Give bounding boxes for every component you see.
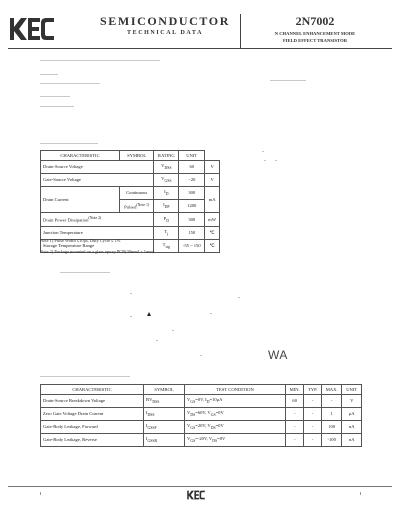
cell-char: Storage Temperature Range [41, 239, 154, 252]
footer-tick [40, 492, 41, 495]
col-header: SYMBOL [120, 151, 154, 161]
part-number: 2N7002 [295, 14, 335, 28]
cell-char: Drain Current [41, 186, 120, 212]
cell-typ: - [304, 433, 321, 446]
faint-scan-line [40, 74, 58, 75]
cell-symbol: $V_{GSS}$ [154, 173, 179, 186]
cell-rating: 150 [179, 226, 205, 239]
table-header-row [41, 385, 362, 395]
cell-max: - [321, 395, 342, 408]
cell-unit: mW [205, 213, 220, 227]
cell-char: Gate-Body Leakage, Forward [41, 420, 144, 433]
header-rule [8, 48, 392, 49]
header-title: SEMICONDUCTOR [100, 14, 230, 28]
cell-typ: - [304, 407, 321, 420]
faint-speck [275, 160, 277, 161]
cell-min: 60 [286, 395, 304, 408]
footer-tick [360, 492, 361, 495]
cell-rating: 1200 [179, 199, 205, 213]
cell-condition: $V_{DS}=60V$, $V_{GS}=0V$ [185, 407, 286, 420]
cell-symbol: $BV_{DSS}$ [144, 395, 185, 408]
cell-rating: -55 ~ 150 [179, 239, 205, 252]
faint-scan-line [40, 376, 130, 377]
table-row [41, 186, 220, 199]
cell-subchar: Pulsed$^{(Note 1)}$ [120, 199, 154, 213]
col-header: RATING [154, 151, 179, 161]
col-header: TYP. [304, 385, 321, 395]
cell-symbol: $I_{DSS}$ [144, 407, 185, 420]
table-header-row [41, 151, 220, 161]
cell-typ: - [304, 395, 321, 408]
electrical-characteristics-table [40, 384, 362, 447]
cell-symbol: $T_{stg}$ [154, 239, 179, 252]
cell-max: -100 [321, 433, 342, 446]
cell-typ: - [304, 420, 321, 433]
cell-unit: μA [342, 407, 362, 420]
footer-kec-logo [186, 489, 206, 501]
cell-rating: −20 [179, 173, 205, 186]
cell-min: - [286, 407, 304, 420]
table-row [41, 395, 362, 408]
cell-char: Zero Gate Voltage Drain Current [41, 407, 144, 420]
col-header: UNIT [179, 151, 205, 161]
cell-char: Drain-Source Voltage [41, 161, 154, 174]
table-row [41, 420, 362, 433]
cell-min: - [286, 420, 304, 433]
faint-speck [238, 297, 240, 298]
cell-symbol: $P_D$ [154, 213, 179, 227]
faint-scan-line [60, 272, 110, 273]
cell-subchar: Continuous [120, 186, 154, 199]
col-header: MIN. [286, 385, 304, 395]
cell-condition: $V_{GS}=-20V$, $V_{DS}=0V$ [185, 433, 286, 446]
faint-scan-line [270, 80, 306, 81]
col-header: CHARACTERISTIC [41, 151, 120, 161]
cell-max: 100 [321, 420, 342, 433]
footer-rule [8, 486, 392, 487]
faint-scan-line [40, 60, 160, 61]
cell-max: 1 [321, 407, 342, 420]
kec-logo [8, 14, 56, 44]
cell-unit: ℃ [205, 226, 220, 239]
faint-scan-line [40, 143, 98, 144]
cell-unit: nA [342, 433, 362, 446]
part-description: N CHANNEL ENHANCEMENT MODE FIELD EFFECT TRANSISTOR [274, 31, 356, 43]
faint-scan-line [40, 96, 70, 97]
faint-speck [172, 330, 174, 331]
col-header: MAX. [321, 385, 342, 395]
faint-speck [130, 316, 132, 317]
faint-scan-line [40, 106, 74, 107]
col-header: UNIT [342, 385, 362, 395]
table-row [41, 433, 362, 446]
col-header: CHARACTERISTIC [41, 385, 144, 395]
cell-symbol: $I_{GSSR}$ [144, 433, 185, 446]
faint-scan-line [40, 83, 100, 84]
faint-speck [264, 160, 266, 161]
faint-speck [262, 151, 264, 152]
cell-unit: V [342, 395, 362, 408]
cell-rating: 300 [179, 213, 205, 227]
cell-unit: mA [205, 186, 220, 212]
cell-symbol: $V_{DSS}$ [154, 161, 179, 174]
table-note-2: Note 2) Package mounted on a glass epoxy PCB(30mm² × 1mm) [40, 249, 155, 254]
table-row [41, 173, 220, 186]
cell-symbol: $I_D$ [154, 186, 179, 199]
cell-symbol: $I_{GSSF}$ [144, 420, 185, 433]
table-row [41, 213, 220, 227]
table-note-1: Note 1) Pulse Width ≤10μs, Duty Cycle ≤ 1% [40, 238, 121, 243]
faint-speck [210, 313, 212, 314]
cell-condition: $V_{GS}=0V$, $I_D=10\mu A$ [185, 395, 286, 408]
table-row [41, 161, 220, 174]
faint-speck [200, 355, 202, 356]
cell-char: Gate-Body Leakage, Reverse [41, 433, 144, 446]
cell-symbol: $I_{DP}$ [154, 199, 179, 213]
cell-unit: ℃ [205, 239, 220, 252]
cell-unit: V [205, 161, 220, 174]
cell-condition: $V_{GS}=20V$, $V_{DS}=0V$ [185, 420, 286, 433]
cell-char: Drain-Source Breakdown Voltage [41, 395, 144, 408]
header-divider [240, 14, 241, 48]
cell-char: Drain Power Dissipation$^{(Note 2)}$ [41, 213, 154, 227]
faint-speck [130, 293, 132, 294]
cell-unit: V [205, 173, 220, 186]
col-header: SYMBOL [144, 385, 185, 395]
cell-char: Gate-Source Voltage [41, 173, 154, 186]
cell-char: Junction Temperature [41, 226, 154, 239]
cell-rating: 300 [179, 186, 205, 199]
cell-rating: 60 [179, 161, 205, 174]
marking-code: WA [268, 348, 288, 362]
faint-speck [156, 340, 158, 341]
cell-symbol: $T_j$ [154, 226, 179, 239]
marking-triangle-icon [147, 312, 151, 316]
table-row [41, 407, 362, 420]
header-subtitle: TECHNICAL DATA [126, 30, 204, 36]
cell-min: - [286, 433, 304, 446]
col-header: TEST CONDITION [185, 385, 286, 395]
cell-unit: nA [342, 420, 362, 433]
